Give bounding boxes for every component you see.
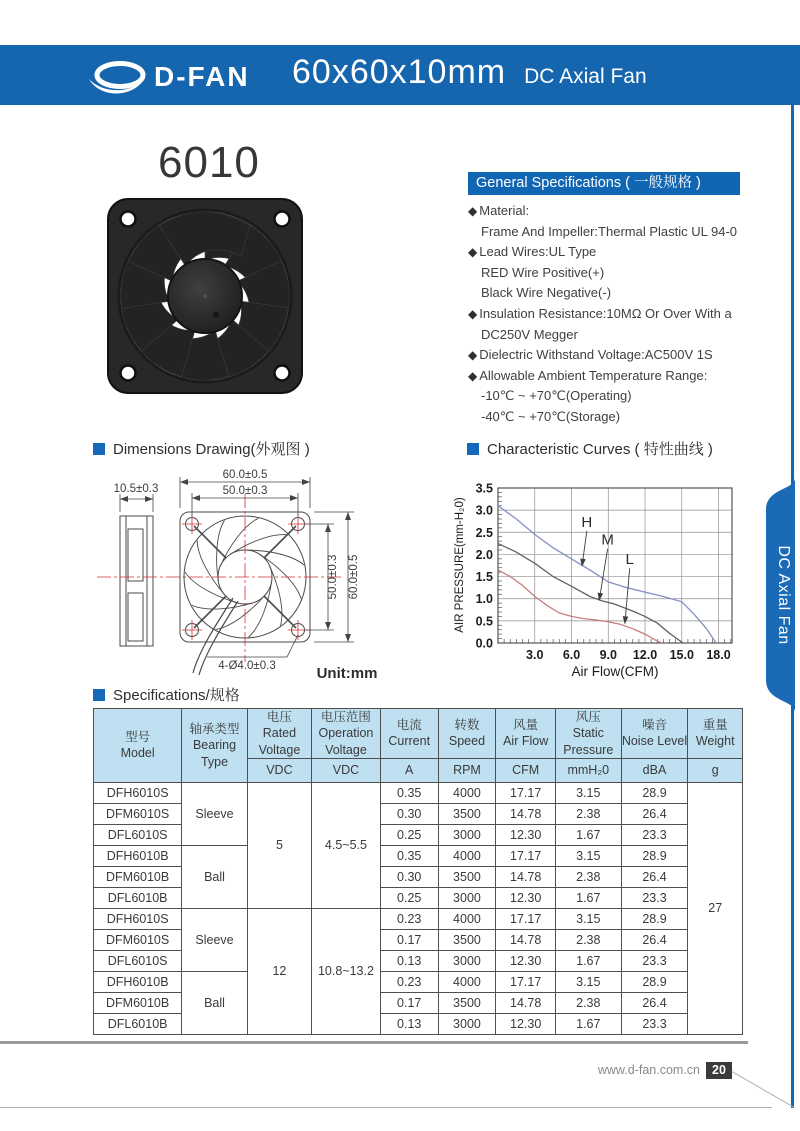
general-specs-list	[468, 201, 748, 428]
column-header: 轴承类型 Bearing Type	[182, 709, 248, 783]
column-header: 噪音 Noise Level	[621, 709, 688, 759]
x-tick-label: 6.0	[562, 648, 581, 662]
dimension-lines	[120, 477, 354, 657]
cell-model: DFH6010B	[94, 845, 182, 866]
cell-air-flow: 17.17	[496, 845, 556, 866]
cell-air-flow: 14.78	[496, 803, 556, 824]
cell-air-flow: 12.30	[496, 824, 556, 845]
spec-bullet-line: ◆ Allowable Ambient Temperature Range:	[468, 367, 708, 383]
y-tick-label: 3.5	[475, 481, 493, 496]
cell-model: DFH6010S	[94, 908, 182, 929]
diamond-bullet-icon: ◆	[468, 204, 478, 218]
column-unit: VDC	[247, 758, 311, 782]
cell-model: DFH6010S	[94, 782, 182, 803]
spec-bullet-line: ◆ Dielectric Withstand Voltage:AC500V 1S	[468, 347, 713, 363]
cell-noise-level: 28.9	[621, 845, 688, 866]
dim-hole-spacing-h: 50.0±0.3	[222, 485, 268, 497]
side-tab-dc-axial-fan	[753, 478, 795, 712]
fan-swoosh-logo-icon	[88, 57, 148, 97]
model-number: 6010	[158, 138, 260, 187]
table-row	[94, 845, 743, 866]
header-band	[0, 45, 800, 105]
column-header: 电压 Rated Voltage	[247, 709, 311, 759]
spec-continuation-line: DC250V Megger	[481, 326, 578, 342]
cell-noise-level: 23.3	[621, 1013, 688, 1034]
cell-air-flow: 17.17	[496, 908, 556, 929]
table-row	[94, 782, 743, 803]
cell-noise-level: 28.9	[621, 971, 688, 992]
column-header: 风压 Static Pressure	[556, 709, 622, 759]
cell-model: DFL6010S	[94, 950, 182, 971]
dimensions-drawing	[95, 466, 445, 684]
x-tick-label: 18.0	[706, 648, 731, 662]
column-unit: mmH₂0	[556, 758, 622, 782]
cell-static-pressure: 3.15	[556, 971, 622, 992]
cell-static-pressure: 2.38	[556, 866, 622, 887]
cell-rated-voltage: 5	[247, 782, 311, 908]
fan-product-image	[105, 196, 305, 396]
cell-air-flow: 17.17	[496, 971, 556, 992]
chart-x-axis-label: Air Flow(CFM)	[571, 664, 659, 679]
cell-model: DFM6010B	[94, 992, 182, 1013]
dim-unit: Unit:mm	[316, 665, 378, 682]
cell-bearing-type: Sleeve	[182, 908, 248, 971]
cell-noise-level: 28.9	[621, 782, 688, 803]
cell-operation-voltage: 4.5~5.5	[312, 782, 381, 908]
column-header: 电压范围 Operation Voltage	[312, 709, 381, 759]
curve-label-H: H	[581, 513, 593, 531]
y-tick-label: 1.5	[475, 570, 493, 585]
section-title: Dimensions Drawing(外观图 )	[113, 441, 310, 458]
column-unit: A	[380, 758, 438, 782]
specifications-table	[93, 708, 743, 1035]
cell-speed: 3000	[438, 950, 496, 971]
spec-bullet-line: ◆ Insulation Resistance:10MΩ Or Over With a	[468, 305, 732, 321]
cell-model: DFM6010S	[94, 929, 182, 950]
cell-current: 0.13	[380, 1013, 438, 1034]
column-header: 电流 Current	[380, 709, 438, 759]
cell-air-flow: 12.30	[496, 950, 556, 971]
column-header: 转数 Speed	[438, 709, 496, 759]
cell-speed: 3500	[438, 992, 496, 1013]
cell-current: 0.13	[380, 950, 438, 971]
cell-noise-level: 26.4	[621, 803, 688, 824]
cell-noise-level: 23.3	[621, 887, 688, 908]
table-row	[94, 971, 743, 992]
section-header-dimensions	[93, 438, 310, 459]
cell-speed: 3000	[438, 824, 496, 845]
diamond-bullet-icon: ◆	[468, 306, 478, 321]
cell-noise-level: 23.3	[621, 950, 688, 971]
section-bullet-icon	[93, 443, 105, 455]
section-bullet-icon	[93, 689, 105, 701]
cell-static-pressure: 2.38	[556, 929, 622, 950]
cell-speed: 4000	[438, 845, 496, 866]
cell-speed: 4000	[438, 971, 496, 992]
side-tab-label: DC Axial Fan	[775, 545, 792, 645]
cell-current: 0.17	[380, 992, 438, 1013]
section-header-specifications	[93, 684, 240, 705]
column-unit: RPM	[438, 758, 496, 782]
curve-H	[498, 506, 716, 643]
spec-continuation-line: Black Wire Negative(-)	[481, 285, 612, 301]
y-tick-label: 2.0	[475, 547, 493, 562]
cell-model: DFH6010B	[94, 971, 182, 992]
cell-speed: 3500	[438, 803, 496, 824]
cell-air-flow: 14.78	[496, 929, 556, 950]
table-row	[94, 908, 743, 929]
dim-outer-height: 60.0±0.5	[348, 554, 360, 600]
cell-air-flow: 14.78	[496, 992, 556, 1013]
spec-continuation-line: Frame And Impeller:Thermal Plastic UL 94-0	[481, 223, 738, 239]
cell-model: DFL6010B	[94, 887, 182, 908]
cell-weight: 27	[688, 782, 743, 1034]
cell-static-pressure: 3.15	[556, 908, 622, 929]
column-header: 重量 Weight	[688, 709, 743, 759]
cell-speed: 3500	[438, 866, 496, 887]
cell-noise-level: 28.9	[621, 908, 688, 929]
dim-holes: 4-Ø4.0±0.3	[218, 660, 276, 672]
curve-M	[498, 543, 683, 643]
curve-label-M: M	[601, 531, 614, 549]
leader-arrowhead-icon	[623, 616, 629, 624]
spec-bullet-line: ◆ Lead Wires:UL Type	[468, 244, 597, 260]
cell-bearing-type: Ball	[182, 971, 248, 1034]
cell-current: 0.35	[380, 782, 438, 803]
y-tick-label: 0.0	[475, 636, 493, 651]
cell-air-flow: 12.30	[496, 887, 556, 908]
cell-current: 0.23	[380, 908, 438, 929]
general-specs-title-bar: General Specifications ( 一般规格 )	[468, 172, 740, 195]
cell-static-pressure: 2.38	[556, 992, 622, 1013]
cell-current: 0.23	[380, 971, 438, 992]
dim-side-thickness: 10.5±0.3	[113, 483, 159, 495]
section-bullet-icon	[467, 443, 479, 455]
brand-logo	[88, 57, 250, 97]
y-tick-label: 3.0	[475, 503, 493, 518]
x-tick-label: 3.0	[526, 648, 544, 662]
cell-model: DFL6010S	[94, 824, 182, 845]
leader-line	[600, 549, 607, 593]
cell-static-pressure: 1.67	[556, 824, 622, 845]
spec-continuation-line: -10℃ ~ +70℃(Operating)	[481, 388, 632, 404]
x-tick-label: 9.0	[599, 648, 617, 662]
page-number-badge: 20	[706, 1062, 732, 1079]
section-title: Characteristic Curves ( 特性曲线 )	[487, 441, 713, 458]
cell-bearing-type: Ball	[182, 845, 248, 908]
footer-rule-thin	[0, 1107, 772, 1108]
column-unit: CFM	[496, 758, 556, 782]
cell-current: 0.35	[380, 845, 438, 866]
diamond-bullet-icon: ◆	[468, 245, 478, 260]
cell-noise-level: 23.3	[621, 824, 688, 845]
column-unit: g	[688, 758, 743, 782]
section-title: Specifications/规格	[113, 687, 240, 704]
column-header: 型号 Model	[94, 709, 182, 783]
cell-current: 0.17	[380, 929, 438, 950]
cell-current: 0.30	[380, 866, 438, 887]
cell-model: DFM6010S	[94, 803, 182, 824]
cell-current: 0.25	[380, 824, 438, 845]
page-title: 60x60x10mm	[292, 53, 507, 91]
section-header-curves	[467, 438, 713, 459]
curve-label-L: L	[625, 551, 634, 569]
cell-static-pressure: 1.67	[556, 887, 622, 908]
characteristic-curves-chart	[450, 460, 750, 690]
brand-name: D-FAN	[154, 61, 250, 92]
dim-hole-spacing-v: 50.0±0.3	[327, 554, 339, 600]
footer-rule-thick	[0, 1041, 748, 1044]
cell-current: 0.25	[380, 887, 438, 908]
cell-noise-level: 26.4	[621, 866, 688, 887]
cell-air-flow: 12.30	[496, 1013, 556, 1034]
footer-rule-diagonal	[732, 1071, 795, 1108]
spec-bullet-line: ◆ Material:	[468, 203, 530, 218]
cell-static-pressure: 3.15	[556, 782, 622, 803]
page-subtitle: DC Axial Fan	[524, 65, 647, 88]
cell-speed: 4000	[438, 782, 496, 803]
x-tick-label: 12.0	[632, 648, 658, 662]
cell-model: DFM6010B	[94, 866, 182, 887]
spec-continuation-line: RED Wire Positive(+)	[481, 264, 605, 280]
cell-speed: 3000	[438, 887, 496, 908]
y-tick-label: 0.5	[475, 614, 493, 629]
dim-outer-width: 60.0±0.5	[222, 469, 268, 481]
cell-current: 0.30	[380, 803, 438, 824]
y-tick-label: 2.5	[475, 525, 493, 540]
chart-y-axis-label: AIR PRESSURE(mm-H₂0)	[454, 497, 466, 633]
footer-website: www.d-fan.com.cn	[597, 1063, 700, 1077]
column-unit: dBA	[621, 758, 688, 782]
x-tick-label: 15.0	[669, 648, 694, 662]
cell-speed: 4000	[438, 908, 496, 929]
cell-speed: 3500	[438, 929, 496, 950]
y-tick-label: 1.0	[475, 592, 493, 607]
cell-rated-voltage: 12	[247, 908, 311, 1034]
cell-static-pressure: 2.38	[556, 803, 622, 824]
column-unit: VDC	[312, 758, 381, 782]
cell-model: DFL6010B	[94, 1013, 182, 1034]
column-header: 风量 Air Flow	[496, 709, 556, 759]
cell-speed: 3000	[438, 1013, 496, 1034]
diamond-bullet-icon: ◆	[468, 368, 478, 383]
cell-noise-level: 26.4	[621, 992, 688, 1013]
curve-L	[498, 570, 662, 643]
diamond-bullet-icon: ◆	[468, 348, 478, 363]
cell-static-pressure: 1.67	[556, 1013, 622, 1034]
cell-air-flow: 14.78	[496, 866, 556, 887]
cell-operation-voltage: 10.8~13.2	[312, 908, 381, 1034]
cell-static-pressure: 1.67	[556, 950, 622, 971]
spec-continuation-line: -40℃ ~ +70℃(Storage)	[481, 408, 621, 424]
cell-bearing-type: Sleeve	[182, 782, 248, 845]
cell-air-flow: 17.17	[496, 782, 556, 803]
cell-static-pressure: 3.15	[556, 845, 622, 866]
cell-noise-level: 26.4	[621, 929, 688, 950]
